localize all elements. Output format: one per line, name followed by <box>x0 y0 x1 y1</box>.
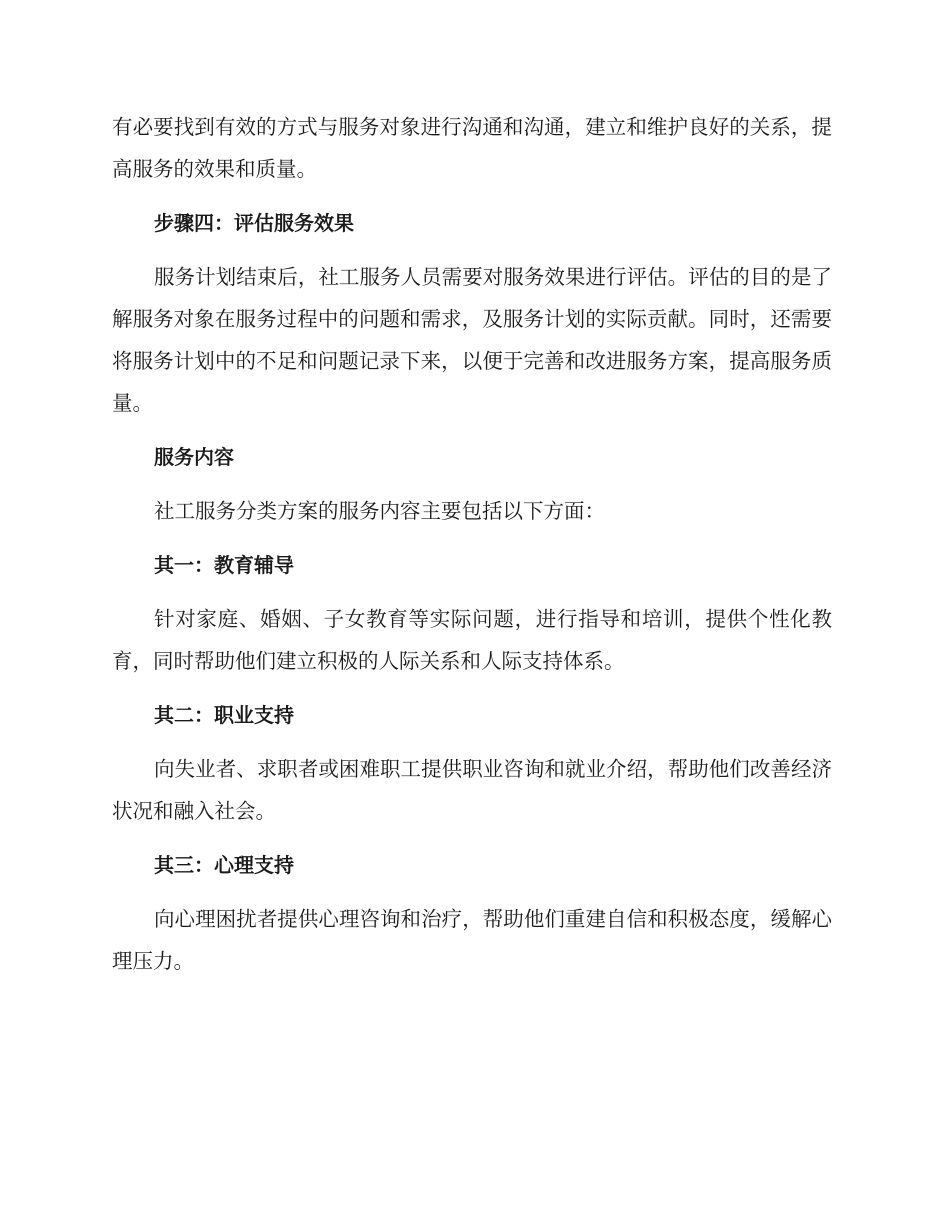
paragraph-item-one: 针对家庭、婚姻、子女教育等实际问题，进行指导和培训，提供个性化教育，同时帮助他们建立积极的人际关系和人际支持体系。 <box>112 607 832 673</box>
heading-item-one: 其一：教育辅导 <box>154 553 294 577</box>
paragraph-item-two: 向失业者、求职者或困难职工提供职业咨询和就业介绍，帮助他们改善经济状况和融入社会。 <box>112 757 832 823</box>
heading-item-two: 其二：职业支持 <box>154 703 294 727</box>
heading-item-three: 其三：心理支持 <box>154 853 294 877</box>
heading-service-content: 服务内容 <box>154 445 234 469</box>
paragraph-item-three: 向心理困扰者提供心理咨询和治疗，帮助他们重建自信和积极态度，缓解心理压力。 <box>112 907 832 973</box>
paragraph-continuation: 有必要找到有效的方式与服务对象进行沟通和沟通，建立和维护良好的关系，提高服务的效果和质量。 <box>112 115 832 181</box>
paragraph-service-content-intro: 社工服务分类方案的服务内容主要包括以下方面： <box>154 499 605 523</box>
document-page <box>112 106 832 994</box>
heading-step-four: 步骤四：评估服务效果 <box>154 211 354 235</box>
paragraph-step-four: 服务计划结束后，社工服务人员需要对服务效果进行评估。评估的目的是了解服务对象在服务过程中的问题和需求，及服务计划的实际贡献。同时，还需要将服务计划中的不足和问题记录下来，以便于完善和改进服务方案，提高服务质量。 <box>112 265 832 415</box>
